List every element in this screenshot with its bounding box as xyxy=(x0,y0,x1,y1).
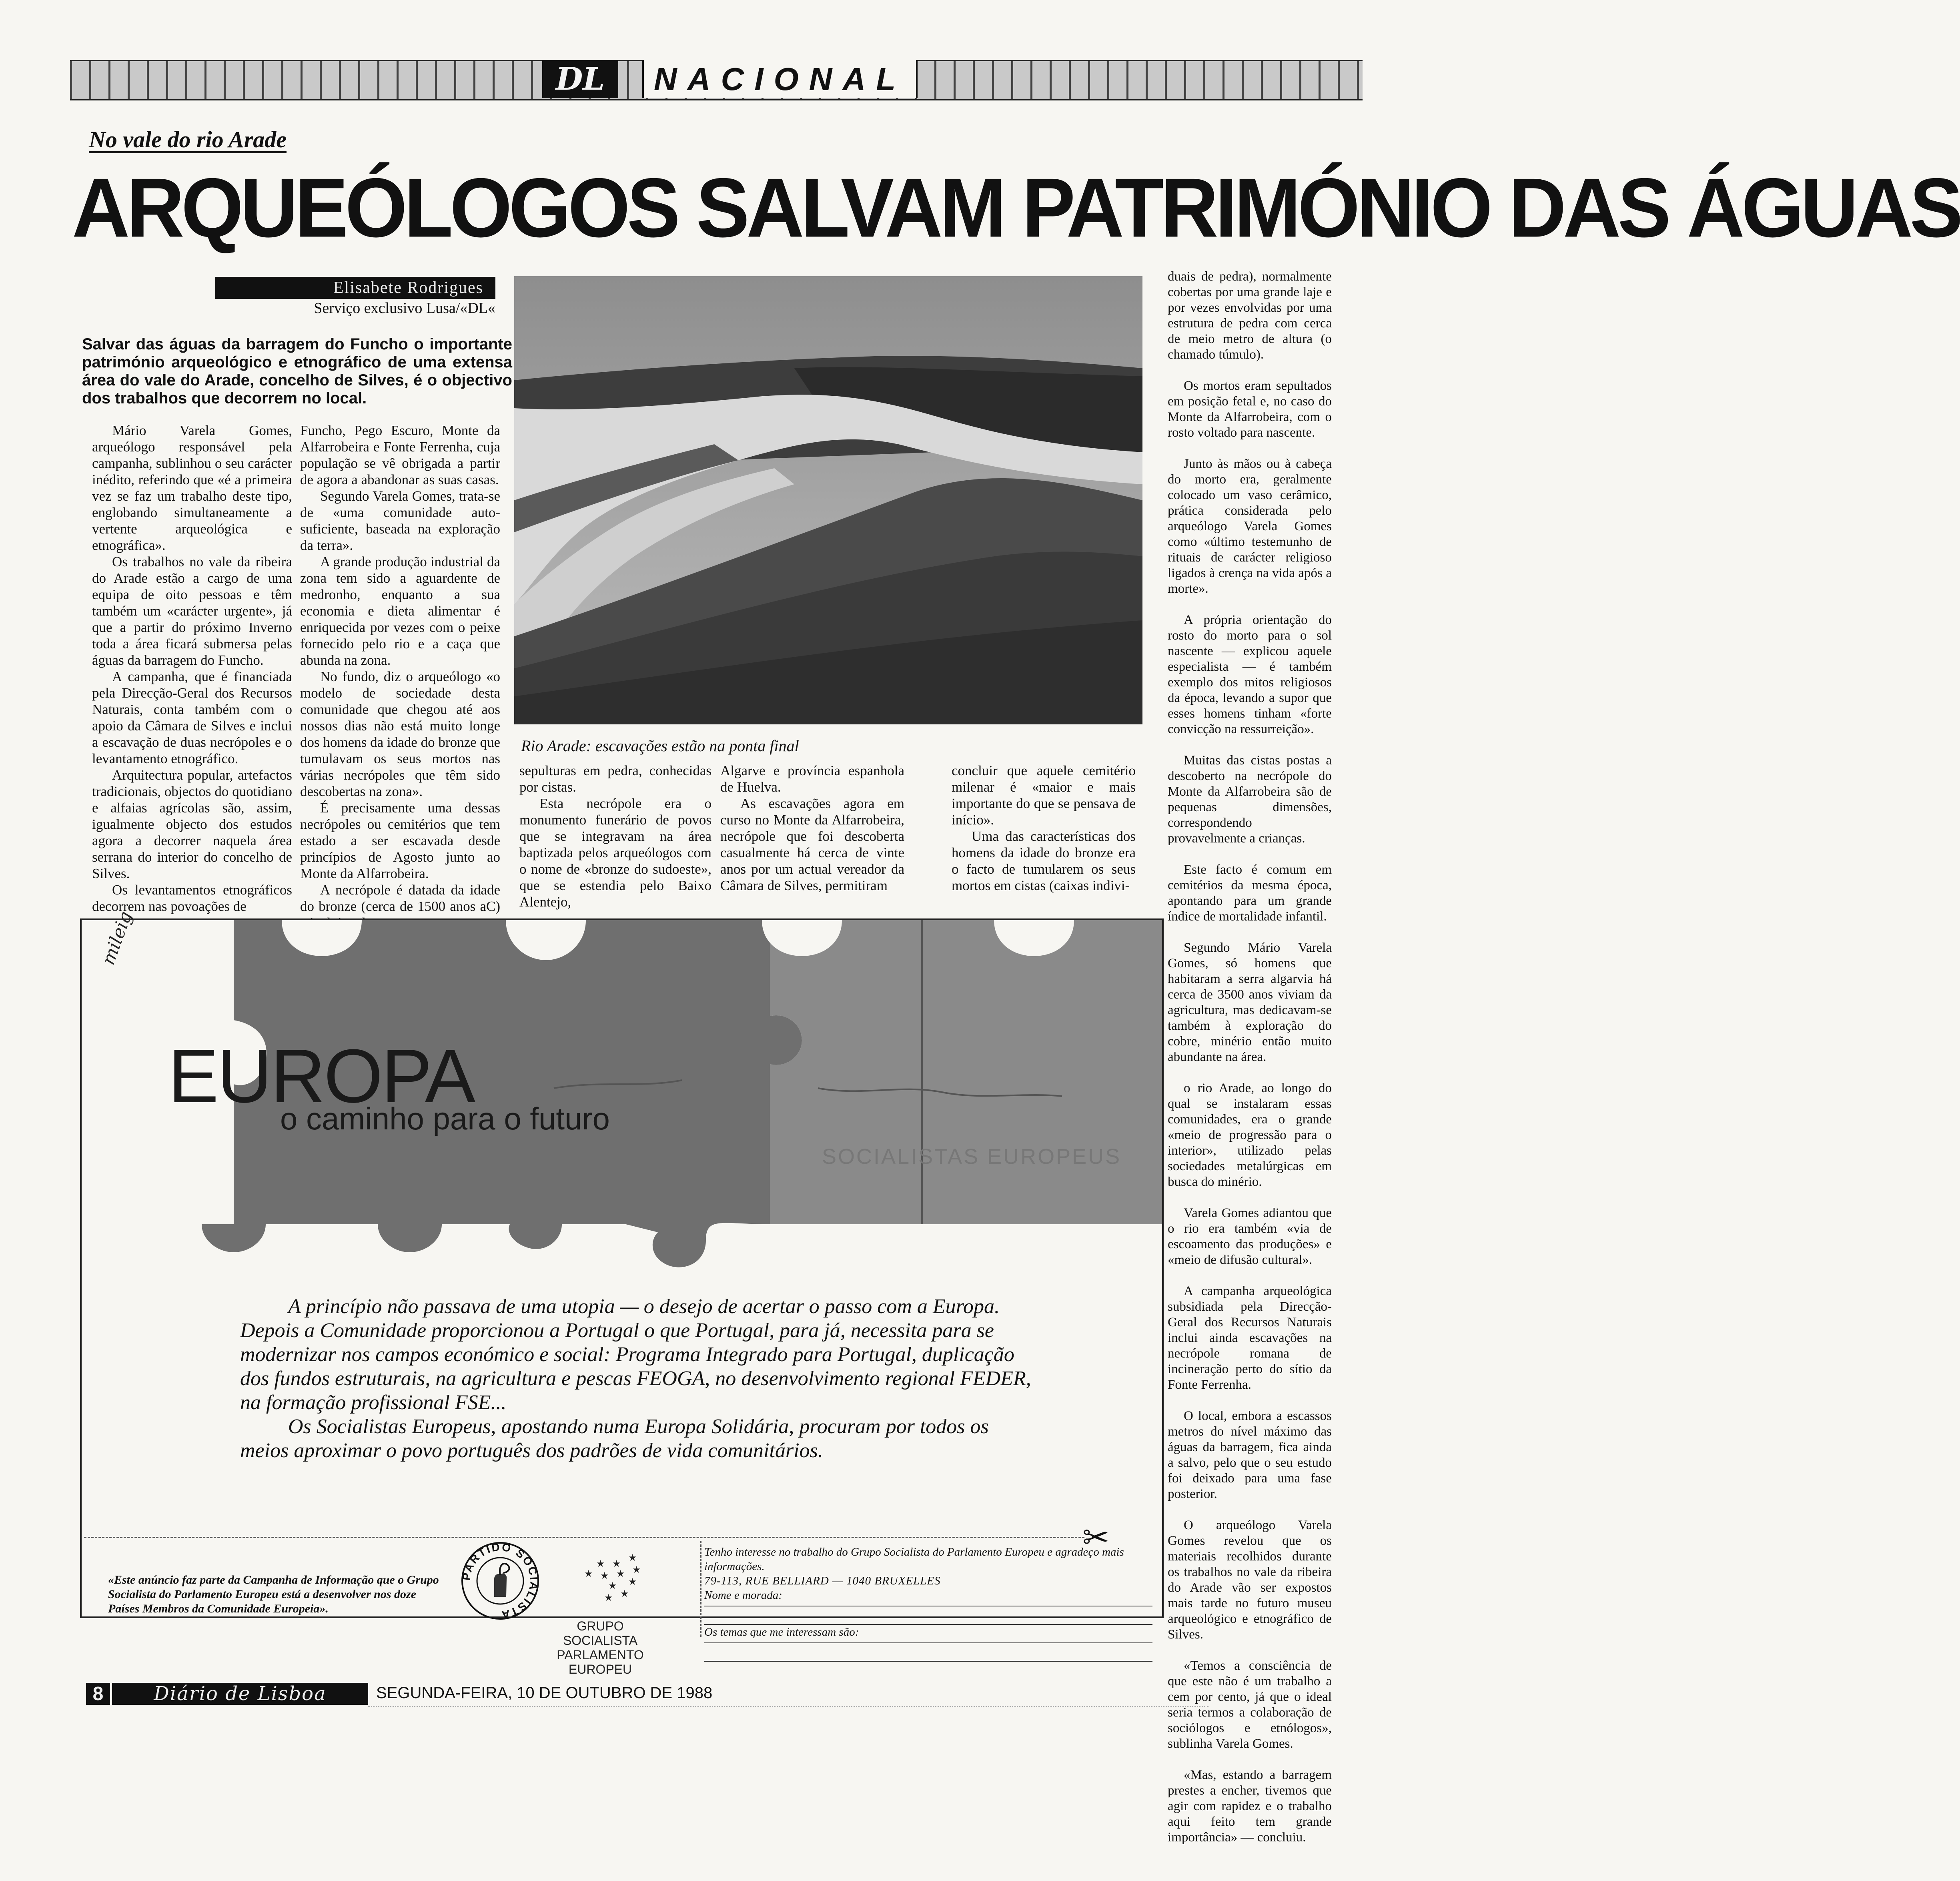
paragraph: É precisamente uma dessas necrópoles ou cemitérios que tem estado a ser escavada desde princípios de Agosto junto ao Monte da Alfarrobeira. xyxy=(300,800,500,881)
paragraph: Arquitectura popular, artefactos tradicionais, objectos do quotidiano e alfaias agrícolas são, assim, igualmente objecto dos estudos agora a decorrer naquela área serrana do interior do concelho de Silves. xyxy=(92,767,292,881)
svg-text:★: ★ xyxy=(596,1558,605,1569)
article-column-1 xyxy=(92,422,292,914)
paragraph: concluir que aquele cemitério milenar é «maior e mais importante do que se pensava de início». xyxy=(952,763,1136,828)
fist-rose-icon xyxy=(460,1541,540,1621)
article-kicker: No vale do rio Arade xyxy=(89,126,287,152)
illustrator-signature: mileig xyxy=(98,908,136,968)
paragraph: Este facto é comum em cemitérios da mesma época, apontando para um grande índice de mortalidade infantil. xyxy=(1168,862,1332,924)
coupon-form xyxy=(704,1545,1152,1662)
paragraph: O local, embora a escassos metros do nível máximo das águas da barragem, fica ainda a salvo, pelo que o seu estudo foi deixado para uma fase posterior. xyxy=(1168,1409,1332,1501)
svg-text:★: ★ xyxy=(604,1592,613,1603)
stars-icon xyxy=(580,1553,644,1613)
paragraph: Algarve e província espanhola de Huelva. xyxy=(720,763,904,795)
paragraph: Varela Gomes adiantou que o rio era também «via de escoamento das produções» e «meio de difusão cultural». xyxy=(1168,1206,1332,1267)
ad-campaign-note: «Este anúncio faz parte da Campanha de Informação que o Grupo Socialista do Parlamento Europeu está a desenvolver nos doze Países Membros da Comunidade Europeia». xyxy=(108,1573,439,1615)
river-landscape-photo xyxy=(514,276,1142,724)
seal-text: PARTIDO SOCIALISTA xyxy=(460,1541,540,1621)
ad-paragraph: Os Socialistas Europeus, apostando numa Europa Solidária, procuram por todos os meios aproximar o povo português dos padrões de vida comunitários. xyxy=(240,1415,989,1462)
name-address-field[interactable] xyxy=(704,1588,1152,1606)
paragraph: Esta necrópole era o monumento funerário de povos que se integravam na área baptizada pelos arqueólogos com o nome de «bronze do sudoeste», que se estendia pelo Baixo Alentejo, xyxy=(519,796,711,910)
paragraph: No fundo, diz o arqueólogo «o modelo de sociedade desta comunidade que chegou até aos nossos dias não está muito longe dos homens da idade do bronze que tumulavam os seus mortos nas várias necrópoles que têm sido descobertas na zona». xyxy=(300,669,500,799)
page-number: 8 xyxy=(86,1683,110,1705)
article-column-4 xyxy=(720,762,904,900)
paragraph: Os levantamentos etnográficos decorrem nas povoações de xyxy=(92,882,292,914)
topics-label: Os temas que me interessam são: xyxy=(704,1626,859,1638)
photo-caption: Rio Arade: escavações estão na ponta final xyxy=(521,737,799,755)
svg-text:★: ★ xyxy=(616,1568,625,1579)
faded-group-text: SOCIALISTAS EUROPEUS xyxy=(822,1145,1122,1169)
svg-text:★: ★ xyxy=(632,1564,641,1575)
article-column-6 xyxy=(1168,269,1332,1845)
newspaper-logo: DL xyxy=(542,60,618,98)
newspaper-name: Diário de Lisboa xyxy=(112,1683,368,1705)
coupon-cut-line xyxy=(84,1537,1084,1538)
ad-paragraph: A princípio não passava de uma utopia — o desejo de acertar o passo com a Europa. Depois a Comunidade proporcionou a Portugal o que Portugal, para já, necessita para se modernizar nos campos económico e social: Programa Integrado para Portugal, duplicação dos fundos estruturais, na agricultura e pescas FEOGA, no desenvolvimento regional FEDER, na formação profissional FSE... xyxy=(240,1295,1031,1414)
group-label: GRUPO SOCIALISTA PARLAMENTO EUROPEU xyxy=(557,1619,644,1676)
eu-stars-icon xyxy=(580,1553,644,1615)
paragraph: Uma das características dos homens da idade do bronze era o facto de tumularem os seus mortos em cistas (caixas indivi- xyxy=(952,828,1136,893)
name-address-label: Nome e morada: xyxy=(704,1589,782,1602)
svg-text:★: ★ xyxy=(612,1558,621,1569)
paragraph: Segundo Mário Varela Gomes, só homens que habitaram a serra algarvia há cerca de 3500 anos viviam da agricultura, mas dedicavam-se também à exploração do cobre, minério então muito abundante na área. xyxy=(1168,940,1332,1064)
paragraph: «Mas, estando a barragem prestes a encher, tivemos que agir com rapidez e o trabalho aqui feito tem grande importância» — concluiu. xyxy=(1168,1768,1332,1845)
paragraph: Os mortos eram sepultados em posição fetal e, no caso do Monte da Alfarrobeira, com o rosto voltado para nascente. xyxy=(1168,379,1332,440)
svg-text:★: ★ xyxy=(620,1588,629,1599)
advertisement-box xyxy=(80,918,1164,1618)
name-address-field-line-2[interactable] xyxy=(704,1606,1152,1625)
coupon-intro: Tenho interesse no trabalho do Grupo Socialista do Parlamento Europeu e agradeço mais informações. xyxy=(704,1546,1124,1573)
photo-illustration xyxy=(514,276,1142,724)
topics-field[interactable] xyxy=(704,1625,1152,1643)
paragraph: Mário Varela Gomes, arqueólogo responsável pela campanha, sublinhou o seu carácter inédito, referindo que «é a primeira vez se faz um trabalho deste tipo, englobando simultaneamente a vertente arqueológica e etnográfica». xyxy=(92,423,292,553)
paragraph: A campanha arqueológica subsidiada pela Direcção-Geral dos Recursos Naturais inclui ainda escavações na necrópole romana de incineração perto do sítio da Fonte Ferrenha. xyxy=(1168,1284,1332,1392)
article-column-5 xyxy=(952,762,1136,900)
puzzle-graphic xyxy=(82,920,1162,1320)
article-lead: Salvar das águas da barragem do Funcho o importante património arqueológico e etnográfico de uma extensa área do vale do Arade, concelho de Silves, é o objectivo dos trabalhos que decorrem no local. xyxy=(82,335,512,407)
paragraph: A necrópole é datada da idade do bronze (cerca de 1500 anos aC) xyxy=(300,882,500,914)
byline-service: Serviço exclusivo Lusa/«DL« xyxy=(314,300,495,317)
paragraph: Os trabalhos no vale da ribeira do Arade estão a cargo de uma equipa de oito pessoas e têm também um «carácter urgente», já que a partir do próximo Inverno toda a área ficará submersa pelas águas da barragem do Funcho. xyxy=(92,554,292,668)
svg-text:★: ★ xyxy=(600,1570,609,1581)
paragraph: A campanha, que é financiada pela Direcção-Geral dos Recursos Naturais, conta também com o apoio da Câmara de Silves e inclui a escavação de duas necrópoles e o levantamento etnográfico. xyxy=(92,669,292,766)
ad-title: EUROPA xyxy=(168,1034,474,1119)
scissors-icon: ✂ xyxy=(1082,1519,1110,1556)
article-column-3 xyxy=(519,762,711,910)
ad-slogan: o caminho para o futuro xyxy=(280,1101,610,1136)
topics-field-line-2[interactable] xyxy=(704,1643,1152,1662)
paragraph: As escavações agora em curso no Monte da Alfarrobeira, necrópole que foi descoberta casualmente há cerca de vinte anos por um actual vereador da Câmara de Silves, permitiram xyxy=(720,796,904,893)
section-label: NACIONAL xyxy=(642,60,918,98)
paragraph: Muitas das cistas postas a descoberto na necrópole do Monte da Alfarrobeira são de pequenas dimensões, correspondendo provavelmente a crianças. xyxy=(1168,753,1332,846)
article-column-2 xyxy=(300,422,500,914)
ad-body-text xyxy=(240,1295,1040,1463)
paragraph: duais de pedra), normalmente cobertas por uma grande laje e por vezes envolvidas por uma estrutura de pedra com cerca de meio metro de altura (o chamado túmulo). xyxy=(1168,269,1332,362)
publication-date: SEGUNDA-FEIRA, 10 DE OUTUBRO DE 1988 xyxy=(376,1684,713,1702)
paragraph: o rio Arade, ao longo do qual se instalaram essas comunidades, era o grande «meio de progressão para o interior», utilizado pelas sociedades metalúrgicas em busca do minério. xyxy=(1168,1081,1332,1189)
coupon-address: 79-113, RUE BELLIARD — 1040 BRUXELLES xyxy=(704,1574,941,1587)
footer-rule xyxy=(368,1706,1208,1707)
svg-text:★: ★ xyxy=(628,1576,637,1587)
paragraph: Junto às mãos ou à cabeça do morto era, geralmente colocado um vaso cerâmico, prática considerada pelo arqueólogo Varela Gomes como «último testemunho de rituais de carácter religioso ligados à crença na vida após a morte». xyxy=(1168,457,1332,596)
svg-text:★: ★ xyxy=(628,1552,637,1563)
byline-author: Elisabete Rodrigues xyxy=(215,277,495,299)
party-seal-logo xyxy=(460,1541,540,1623)
svg-text:★: ★ xyxy=(584,1568,593,1579)
paragraph: A própria orientação do rosto do morto para o sol nascente — explicou aquele especialista — é também exemplo dos mitos religiosos da época, levando a supor que esses homens tinham «forte convicção na ressurreição». xyxy=(1168,613,1332,736)
paragraph: «Temos a consciência de que este não é um trabalho a cem por cento, já que o ideal seria termos a colaboração de sociólogos e etnólogos», sublinha Varela Gomes. xyxy=(1168,1658,1332,1751)
paragraph: O arqueólogo Varela Gomes revelou que os materiais recolhidos durante os trabalhos no vale da ribeira do Arade vão ser expostos mais tarde no futuro museu arqueológico e etnográfico de Silves. xyxy=(1168,1518,1332,1642)
coupon-divider xyxy=(700,1541,701,1637)
paragraph: sepulturas em pedra, conhecidas por cistas. xyxy=(519,763,711,795)
svg-text:★: ★ xyxy=(608,1580,617,1591)
paragraph: Funcho, Pego Escuro, Monte da Alfarrobeira e Fonte Ferrenha, cuja população se vê obrigada a partir de agora a abandonar as suas casas. xyxy=(300,423,500,487)
article-headline: ARQUEÓLOGOS SALVAM PATRIMÓNIO DAS ÁGUAS xyxy=(72,161,1960,255)
paragraph: Segundo Varela Gomes, trata-se de «uma comunidade auto-suficiente, baseada na exploração da terra». xyxy=(300,488,500,553)
paragraph: A grande produção industrial da zona tem sido a aguardente de medronho, enquanto a sua economia e dieta alimentar é enriquecida por vezes com o peixe fornecido pelo rio e a caça que abunda na zona. xyxy=(300,554,500,668)
